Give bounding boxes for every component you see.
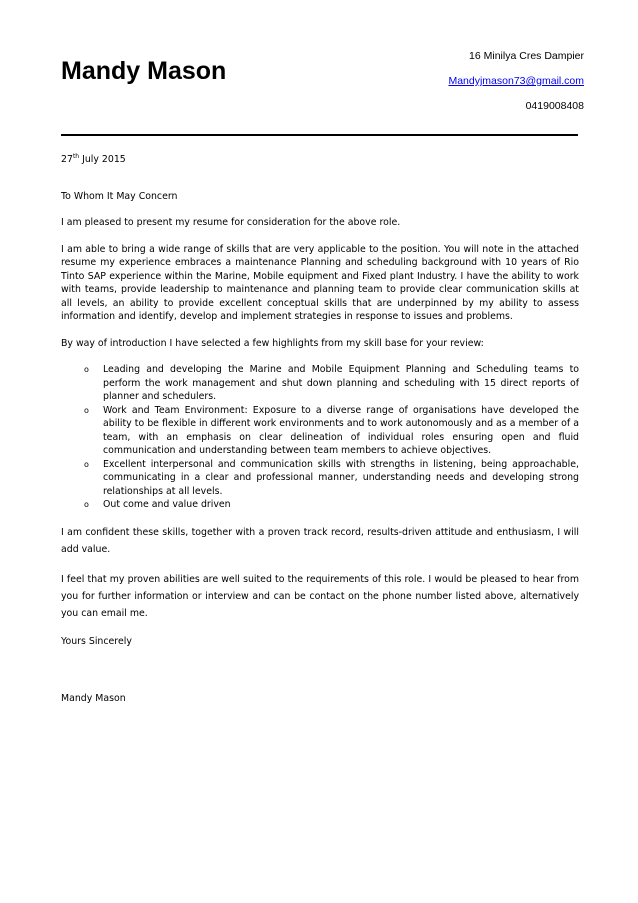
- bullet-icon: o: [84, 500, 89, 510]
- list-item: o Leading and developing the Marine and Mobile Equipment Planning and Scheduling teams to perform the work management and shut down planning and scheduling with 15 direct reports of planner and schedulers.: [84, 364, 579, 403]
- list-item: o Excellent interpersonal and communication skills with strengths in listening, being approachable, communicating in a clear and professional manner, understanding needs and developing strong relationships at all levels.: [84, 458, 579, 497]
- highlights-list: [61, 363, 579, 512]
- bullet-icon: o: [84, 405, 89, 415]
- header-divider: [61, 134, 578, 136]
- opening-line: I am pleased to present my resume for consideration for the above role.: [61, 217, 401, 229]
- signature-name: Mandy Mason: [61, 693, 126, 705]
- contact-block: [448, 44, 584, 119]
- address: 16 Minilya Cres Dampier: [469, 50, 584, 62]
- paragraph-contact: I feel that my proven abilities are well suited to the requirements of this role. I would be pleased to hear from you for further information or interview and can be contact on the phone number listed above, alternatively you can email me.: [61, 573, 579, 619]
- letter-date: 27th July 2015: [61, 153, 126, 166]
- bullet-icon: o: [84, 459, 89, 469]
- paragraph-experience: I am able to bring a wide range of skills that are very applicable to the position. You will note in the attached resume my experience embraces a maintenance Planning and scheduling background with 10 years of Rio Tinto SAP experience within the Marine, Mobile equipment and Fixed plant Industry. I have the ability to work with teams, provide leadership to maintenance and planning team to provide clear communication skills at all levels, an ability to provide excellent conceptual skills that are underpinned by my ability to assess information and identify, develop and implement strategies in response to issues and problems.: [61, 243, 579, 323]
- bullet-icon: o: [84, 365, 89, 375]
- list-item: o Out come and value driven: [84, 499, 231, 511]
- applicant-name: Mandy Mason: [61, 57, 227, 85]
- list-item: o Work and Team Environment: Exposure to a diverse range of organisations have developed the ability to be flexible in different work environments and to work autonomously and as a member of a team, with an emphasis on clear delineation of individual roles ensuring open and fluid communication and understanding between team members to achieve objectives.: [84, 404, 579, 457]
- closing: Yours Sincerely: [61, 635, 132, 647]
- paragraph-confidence: I am confident these skills, together with a proven track record, results-driven attitude and enthusiasm, I will add value.: [61, 526, 579, 555]
- letter-body: [61, 150, 579, 706]
- salutation: To Whom It May Concern: [61, 190, 178, 202]
- phone-number: 0419008408: [525, 100, 584, 112]
- email-link[interactable]: Mandyjmason73@gmail.com: [448, 75, 584, 87]
- highlights-intro: By way of introduction I have selected a few highlights from my skill base for your review:: [61, 337, 484, 349]
